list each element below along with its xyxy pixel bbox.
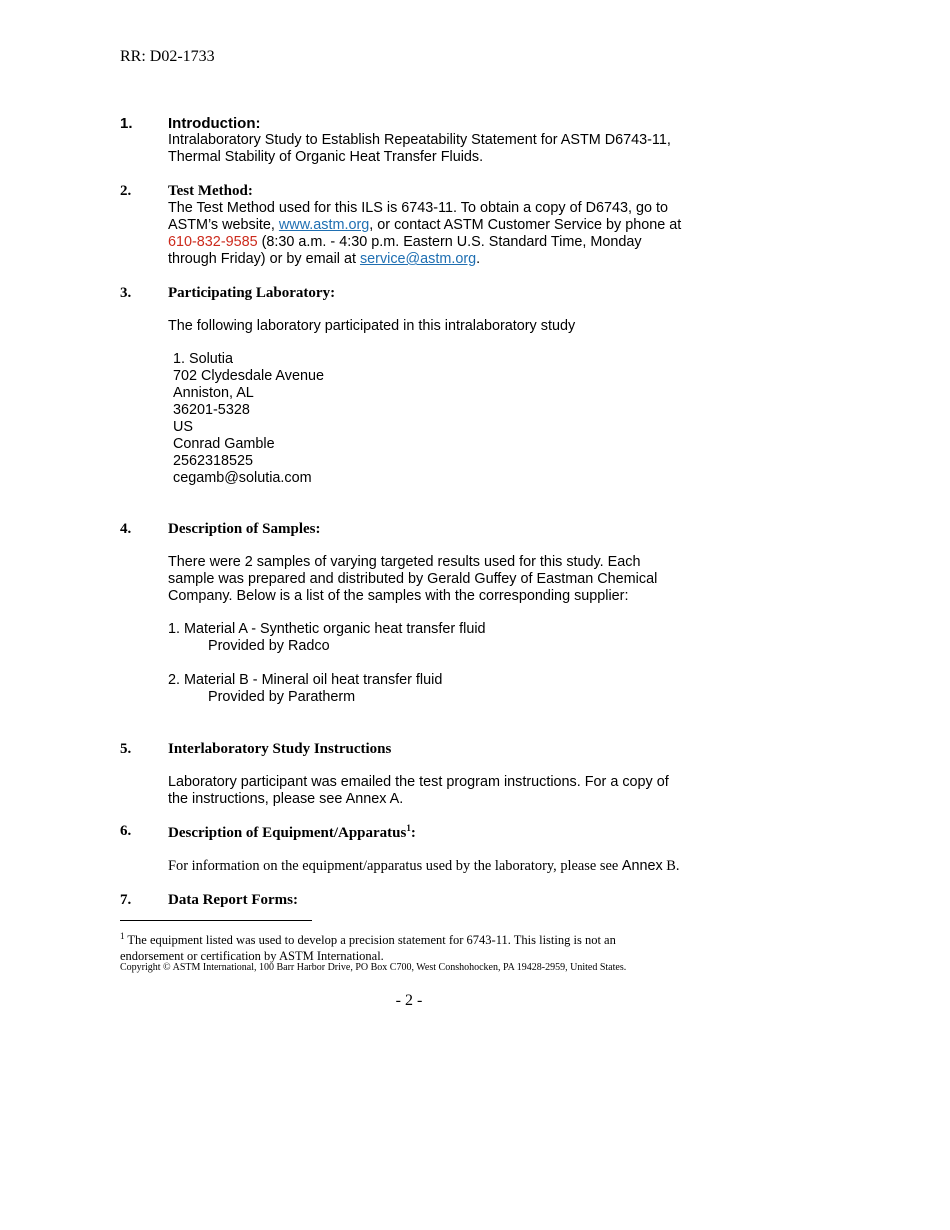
text-line — [168, 217, 698, 234]
astm-website-link[interactable]: www.astm.org — [278, 217, 370, 233]
text-line: There were 2 samples of varying targeted results used for this study. Each — [168, 554, 641, 570]
footnote-line: endorsement or certification by ASTM International. — [120, 949, 384, 964]
section-number: 4. — [120, 521, 132, 537]
footnote — [120, 928, 680, 964]
text-line — [168, 234, 698, 251]
section-text — [168, 858, 698, 875]
text-segment: through Friday) or by email at — [168, 251, 360, 267]
text-line: the instructions, please see Annex A. — [168, 791, 404, 807]
sample-name: 2. Material B - Mineral oil heat transfer fluid — [168, 672, 443, 688]
page-number: - 2 - — [395, 992, 423, 1009]
lab-line: Conrad Gamble — [173, 436, 275, 452]
lab-line: 1. Solutia — [173, 351, 234, 367]
heading-text: Description of Equipment/Apparatus — [168, 825, 407, 841]
section-heading: Description of Samples: — [168, 521, 321, 537]
text-line — [168, 251, 698, 268]
section-number: 2. — [120, 183, 132, 199]
text-segment: , or contact ASTM Customer Service by phone at — [369, 217, 682, 233]
lab-line: Anniston, AL — [173, 385, 254, 401]
section-heading: Test Method: — [168, 183, 253, 199]
sample-provider: Provided by Paratherm — [208, 689, 356, 705]
annex-word: Annex — [621, 858, 663, 874]
lab-address — [168, 351, 698, 487]
section-heading: Participating Laboratory: — [168, 285, 336, 301]
footnote-line — [120, 928, 680, 948]
text-line: Thermal Stability of Organic Heat Transfer Fluids. — [168, 149, 484, 165]
section-number: 1. — [120, 115, 133, 132]
copyright-notice: Copyright © ASTM International, 100 Barr Harbor Drive, PO Box C700, West Conshohocken, PA 19428-2959, United States. — [120, 962, 627, 973]
lab-line: cegamb@solutia.com — [173, 470, 312, 486]
section-heading: Data Report Forms: — [168, 892, 298, 908]
sample-list-item — [168, 621, 698, 655]
section-number: 7. — [120, 892, 132, 908]
lab-line: 702 Clydesdale Avenue — [173, 368, 324, 384]
footnote-divider — [120, 920, 312, 921]
heading-text: : — [410, 825, 416, 841]
sample-name: 1. Material A - Synthetic organic heat transfer fluid — [168, 621, 486, 637]
footnote-marker: 1 — [120, 931, 125, 941]
section-number: 3. — [120, 285, 132, 301]
section-text — [168, 132, 698, 166]
phone-number: 610-832-9585 — [168, 234, 258, 250]
footnote-ref: 1 — [406, 823, 411, 833]
section-text — [168, 774, 698, 808]
text-segment: ASTM’s website, — [168, 217, 279, 233]
lab-line: 2562318525 — [173, 453, 254, 469]
text-line: Intralaboratory Study to Establish Repeatability Statement for ASTM D6743-11, — [168, 132, 671, 148]
text-segment: For information on the equipment/apparatus used by the laboratory, please see — [168, 858, 622, 874]
text-line: sample was prepared and distributed by Gerald Guffey of Eastman Chemical — [168, 571, 658, 587]
text-line: The Test Method used for this ILS is 6743-11. To obtain a copy of D6743, go to — [168, 200, 668, 216]
section-heading — [168, 823, 698, 842]
section-intro: The following laboratory participated in this intralaboratory study — [168, 318, 576, 334]
sample-provider: Provided by Radco — [208, 638, 330, 654]
section-number: 5. — [120, 741, 132, 757]
service-email-link[interactable]: service@astm.org — [359, 251, 477, 267]
sample-list-item — [168, 672, 698, 706]
section-number: 6. — [120, 823, 132, 839]
section-text — [168, 200, 698, 268]
section-heading: Introduction: — [168, 115, 261, 132]
footnote-text: The equipment listed was used to develop a precision statement for 6743-11. This listing is not an — [124, 933, 616, 948]
lab-line: US — [173, 419, 193, 435]
section-text — [168, 554, 698, 605]
text-segment: . — [476, 251, 481, 267]
document-id-header: RR: D02-1733 — [120, 48, 215, 65]
lab-line: 36201-5328 — [173, 402, 250, 418]
text-segment: B. — [662, 858, 680, 874]
text-line: Company. Below is a list of the samples with the corresponding supplier: — [168, 588, 629, 604]
text-segment: (8:30 a.m. - 4:30 p.m. Eastern U.S. Standard Time, Monday — [257, 234, 642, 250]
text-line: Laboratory participant was emailed the test program instructions. For a copy of — [168, 774, 669, 790]
section-heading: Interlaboratory Study Instructions — [168, 741, 392, 757]
